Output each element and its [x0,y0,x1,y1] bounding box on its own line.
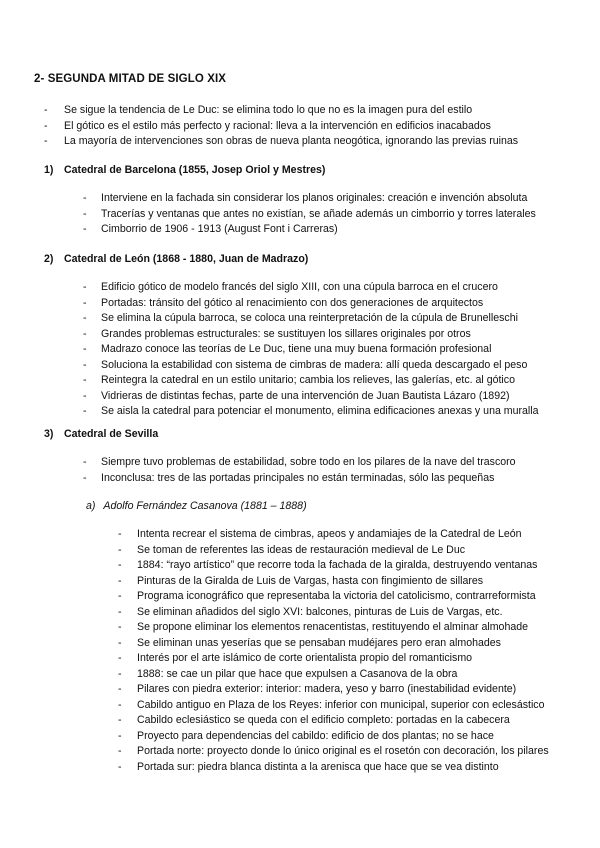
section-list-leon [83,280,539,420]
list-item: - Portadas: tránsito del gótico al renacimiento con dos generaciones de arquitectos [83,296,484,309]
list-item: - Se elimina la cúpula barroca, se coloca una reinterpretación de la cúpula de Brunelleschi [83,312,518,324]
list-item: - Grandes problemas estructurales: se sustituyen los sillares originales por otros [83,327,471,340]
subsection-heading-casanova: a) Adolfo Fernández Casanova (1881 – 1888) [86,500,307,512]
list-item: - Vidrieras de distintas fechas, parte de una intervención de Juan Bautista Lázaro (1892) [83,389,510,402]
list-item: - Se sigue la tendencia de Le Duc: se elimina todo lo que no es la imagen pura del estilo [44,104,473,116]
list-item: - 1884: “rayo artístico” que recorre toda la fachada de la giralda, destruyendo ventanas [118,559,538,571]
list-item: - Cabildo eclesiástico se queda con el edificio completo: portadas en la cabecera [118,714,510,726]
list-item: - Se propone eliminar los elementos renacentistas, restituyendo el alminar almohade [118,621,529,633]
page-title: 2- SEGUNDA MITAD DE SIGLO XIX [34,73,227,85]
section-list-barcelona [83,191,536,238]
list-item: - Portada sur: piedra blanca distinta a la arenisca que hace que se vea distinto [118,760,499,773]
section-list-sevilla [83,455,516,486]
list-item: - El gótico es el estilo más perfecto y racional: lleva a la intervención en edificios inacabados [44,119,491,132]
list-item: - Madrazo conoce las teorías de Le Duc, tiene una muy buena formación profesional [83,343,492,355]
list-item: - Se eliminan unas yeserías que se pensaban mudéjares pero eran almohades [118,636,501,649]
list-item: - Tracerías y ventanas que antes no existían, se añade además un cimborrio y torres laterales [83,207,536,220]
list-item: - Cabildo antiguo en Plaza de los Reyes: inferior con municipal, superior con eclesástico [118,698,545,711]
subsection-list-casanova [118,527,549,775]
intro-list [44,103,519,150]
list-item: - Inconclusa: tres de las portadas principales no están terminadas, sólo las pequeñas [83,471,495,484]
list-item: - Soluciona la estabilidad con sistema de cimbras de madera: allí queda descargado el peso [83,358,528,371]
list-item: - La mayoría de intervenciones son obras de nueva planta neogótica, ignorando las previas ruinas [44,135,519,147]
list-item: - Se aisla la catedral para potenciar el monumento, elimina edificaciones anexas y una muralla [83,405,539,417]
list-item: - Se eliminan añadidos del siglo XVI: balcones, pinturas de Luis de Vargas, etc. [118,605,503,618]
list-item: - Se toman de referentes las ideas de restauración medieval de Le Duc [118,543,466,556]
list-item: - Pinturas de la Giralda de Luis de Vargas, hasta con fingimiento de sillares [118,574,484,587]
list-item: - Portada norte: proyecto donde lo único original es el rosetón con decoración, los pilares [118,745,549,757]
list-item: - Cimborrio de 1906 - 1913 (August Font i Carreras) [83,223,338,235]
list-item: - Siempre tuvo problemas de estabilidad, sobre todo en los pilares de la nave del trascoro [83,456,516,468]
list-item: - Interviene en la fachada sin considerar los planos originales: creación e invención absoluta [83,192,528,204]
document-page: 2- SEGUNDA MITAD DE SIGLO XIX - Se sigue la tendencia de Le Duc: se elimina todo lo que no es la imagen pura del estilo - El gótico es el estilo más perfecto y racional: lleva a la intervención en edificios inacabados - La mayoría de intervenciones son obras de nueva planta neogótica, ignorando las previas ruinas 1) Catedral de Barcelona (1855, Josep Oriol y Mestres) - Interviene en la fachada sin considerar los planos originales: creación e invención absoluta - Tracerías y ventanas que antes no existían, se añade además un cimborrio y torres laterales - Cimborrio de 1906 - 1913 (August Font i Carreras) 2) Catedral de León (1868 - 1880, Juan de Madrazo) - Edificio gótico de modelo francés del siglo XIII, con una cúpula barroca en el crucero - Portadas: tránsito del gótico al renacimiento con dos generaciones de arquitectos - Se elimina la cúpula barroca, se coloca una reinterpretación de la cúpula de Brunelleschi - Grandes problemas estructurales: se sustituyen los sillares originales por otros - Madrazo conoce las teorías de Le Duc, tiene una muy buena formación profesional - Soluciona la estabilidad con sistema de cimbras de madera: allí queda descargado el peso - Reintegra la catedral en un estilo unitario; cambia los relieves, las galerías, etc. al gótico - Vidrieras de distintas fechas, parte de una intervención de Juan Bautista Lázaro (1892) - Se aisla la catedral para potenciar el monumento, elimina edificaciones anexas y una muralla 3) Catedral de Sevilla - Siempre tuvo problemas de estabilidad, sobre todo en los pilares de la nave del trascoro - Inconclusa: tres de las portadas principales no están terminadas, sólo las pequeñas a) Adolfo Fernández Casanova (1881 – 1888) - Intenta recrear el sistema de cimbras, apeos y andamiajes de la Catedral de León - Se toman de referentes las ideas de restauración medieval de Le Duc - 1884: “rayo artístico” que recorre toda la fachada de la giralda, destruyendo ventanas - Pinturas de la Giralda de Luis de Vargas, hasta con fingimiento de sillares - Programa iconográfico que representaba la victoria del catolicismo, contrarreformista - Se eliminan añadidos del siglo XVI: balcones, pinturas de Luis de Vargas, etc. - Se propone eliminar los elementos renacentistas, restituyendo el alminar almohade - Se eliminan unas yeserías que se pensaban mudéjares pero eran almohades - Interés por el arte islámico de corte orientalista propio del romanticismo - 1888: se cae un pilar que hace que expulsen a Casanova de la obra - Pilares con piedra exterior: interior: madera, yeso y barro (inestabilidad evidente) - Cabildo antiguo en Plaza de los Reyes: inferior con municipal, superior con eclesástico - Cabildo eclesiástico se queda con el edificio completo: portadas en la cabecera - Proyecto para dependencias del cabildo: edificio de dos plantas; no se hace - Portada norte: proyecto donde lo único original es el rosetón con decoración, los pilares - Portada sur: piedra blanca distinta a la arenisca que hace que se vea distinto [0,0,600,848]
list-item: - Intenta recrear el sistema de cimbras, apeos y andamiajes de la Catedral de León [118,528,522,540]
list-item: - Edificio gótico de modelo francés del siglo XIII, con una cúpula barroca en el crucero [83,281,498,293]
list-item: - Programa iconográfico que representaba la victoria del catolicismo, contrarreformista [118,590,536,602]
list-item: - 1888: se cae un pilar que hace que expulsen a Casanova de la obra [118,667,458,680]
list-item: - Interés por el arte islámico de corte orientalista propio del romanticismo [118,652,473,664]
list-item: - Pilares con piedra exterior: interior: madera, yeso y barro (inestabilidad evidente) [118,683,517,695]
list-item: - Reintegra la catedral en un estilo unitario; cambia los relieves, las galerías, etc. al gótico [83,374,515,386]
list-item: - Proyecto para dependencias del cabildo: edificio de dos plantas; no se hace [118,729,494,742]
